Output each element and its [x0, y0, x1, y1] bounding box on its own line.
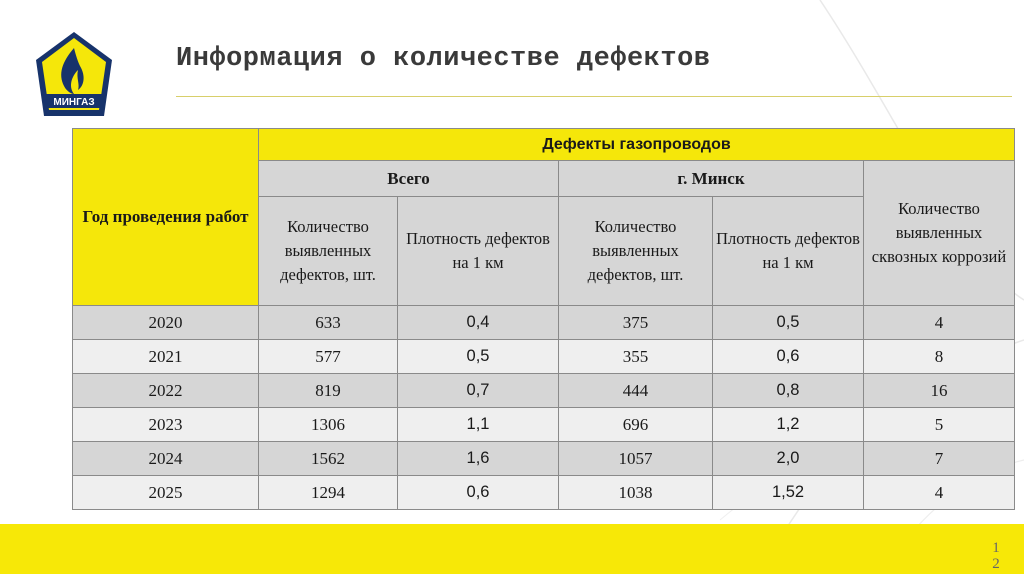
- defects-table: [72, 128, 1015, 510]
- density-minsk-cell: 1,2: [713, 408, 864, 442]
- count-minsk-cell: 1057: [559, 442, 713, 476]
- density-minsk-cell: 1,52: [713, 476, 864, 510]
- subheader-total: Всего: [259, 161, 559, 197]
- density-minsk-column-header: Плотность дефектов на 1 км: [713, 197, 864, 306]
- table-row: [73, 442, 1015, 476]
- title-underline: [176, 96, 1012, 97]
- footer-bar: [0, 524, 1024, 574]
- density-minsk-cell: 0,8: [713, 374, 864, 408]
- density-cell: 0,7: [398, 374, 559, 408]
- count-minsk-cell: 355: [559, 340, 713, 374]
- group-header: Дефекты газопроводов: [259, 129, 1015, 161]
- table-row: [73, 306, 1015, 340]
- count-cell: 577: [259, 340, 398, 374]
- through-cell: 5: [864, 408, 1015, 442]
- density-cell: 0,5: [398, 340, 559, 374]
- through-cell: 8: [864, 340, 1015, 374]
- subheader-minsk: г. Минск: [559, 161, 864, 197]
- count-cell: 1306: [259, 408, 398, 442]
- page-number: 12: [992, 540, 1000, 572]
- count-cell: 1294: [259, 476, 398, 510]
- density-cell: 1,1: [398, 408, 559, 442]
- count-column-header: Количество выявленных дефектов, шт.: [259, 197, 398, 306]
- count-cell: 819: [259, 374, 398, 408]
- year-cell: 2024: [73, 442, 259, 476]
- density-minsk-cell: 0,6: [713, 340, 864, 374]
- count-minsk-cell: 696: [559, 408, 713, 442]
- year-column-header: Год проведения работ: [73, 129, 259, 306]
- table-row: [73, 340, 1015, 374]
- count-minsk-cell: 444: [559, 374, 713, 408]
- through-corrosion-header: Количество выявленных сквозных коррозий: [864, 161, 1015, 306]
- table-row: [73, 374, 1015, 408]
- page-title: Информация о количестве дефектов: [176, 44, 711, 74]
- year-cell: 2022: [73, 374, 259, 408]
- density-cell: 0,6: [398, 476, 559, 510]
- count-cell: 1562: [259, 442, 398, 476]
- year-cell: 2023: [73, 408, 259, 442]
- mingaz-logo: [34, 30, 114, 118]
- logo-text: МИНГАЗ: [53, 97, 95, 108]
- through-cell: 16: [864, 374, 1015, 408]
- density-minsk-cell: 0,5: [713, 306, 864, 340]
- density-minsk-cell: 2,0: [713, 442, 864, 476]
- count-cell: 633: [259, 306, 398, 340]
- header-row-group: [73, 129, 1015, 161]
- year-cell: 2021: [73, 340, 259, 374]
- table-row: [73, 408, 1015, 442]
- year-cell: 2020: [73, 306, 259, 340]
- count-minsk-column-header: Количество выявленных дефектов, шт.: [559, 197, 713, 306]
- table-row: [73, 476, 1015, 510]
- density-cell: 1,6: [398, 442, 559, 476]
- count-minsk-cell: 1038: [559, 476, 713, 510]
- through-cell: 7: [864, 442, 1015, 476]
- count-minsk-cell: 375: [559, 306, 713, 340]
- through-cell: 4: [864, 476, 1015, 510]
- density-cell: 0,4: [398, 306, 559, 340]
- through-cell: 4: [864, 306, 1015, 340]
- density-column-header: Плотность дефектов на 1 км: [398, 197, 559, 306]
- year-cell: 2025: [73, 476, 259, 510]
